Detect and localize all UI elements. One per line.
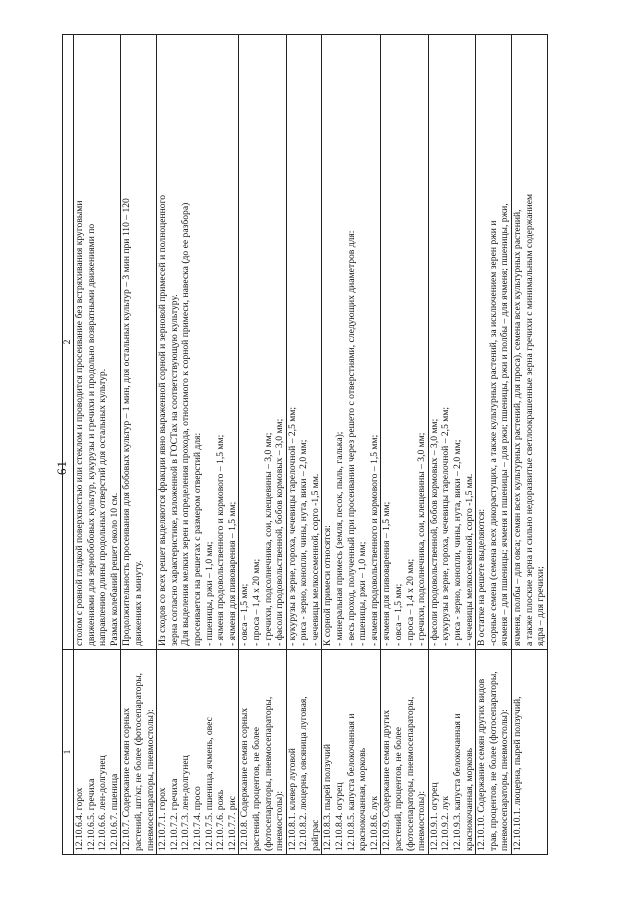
method-line: ячменя, полбы – для овса; семян всех культурных растений, для проса), семена всех культурных растений, xyxy=(511,209,523,646)
indicator-line: растений, шт/кг, не более (фотосепараторы, xyxy=(132,672,144,851)
table-row xyxy=(428,35,475,855)
method-cell xyxy=(428,35,475,650)
indicator-line: 12.10.9.2. лук xyxy=(440,795,452,851)
method-line: - минеральная примесь (земля, песок, пыль, галька); xyxy=(334,431,346,646)
method-cell xyxy=(476,35,512,650)
indicator-line: пневмосепараторы, пневмостолы): xyxy=(499,709,511,851)
indicator-line: 12.10.8.1. клевер луговой xyxy=(286,748,298,851)
method-line: - риса - зерно, конопли, чины, нута, вики – 2,0 мм; xyxy=(452,439,463,646)
method-line: направлению длины продольных отверстий для остальных культур. xyxy=(97,368,109,646)
indicator-line: 12.10.7.7. рис xyxy=(226,796,238,851)
method-line: - проса – 1,4 x 20 мм; xyxy=(250,558,262,646)
indicator-line: пневмосепараторы, пневмостолы): xyxy=(144,709,156,851)
method-line: - проса – 1,4 x 20 мм; xyxy=(404,558,416,646)
table-row xyxy=(511,35,547,855)
table-row xyxy=(157,35,239,855)
method-line: - кукурузы в зерне, гороха, чечевицы тарелочной – 2,5 мм; xyxy=(440,406,452,646)
method-line: движениях в минуту. xyxy=(132,560,144,646)
page-number: 61 xyxy=(54,460,69,475)
indicator-line: краснокочанная, морковь xyxy=(463,748,475,851)
method-line: - риса - зерно, конопли, чины, нута, вики – 2,0 мм; xyxy=(298,439,310,646)
table-row xyxy=(381,35,428,855)
table-row xyxy=(286,35,322,855)
indicator-line: 12.10.9.3. капуста белокочанная и xyxy=(452,713,463,851)
indicator-line: 12.10.8.3. пырей ползучий xyxy=(322,743,334,851)
indicator-line: 12.10.10.1. люцерна, пырей ползучий, xyxy=(511,696,523,851)
column-header-2: 2 xyxy=(63,35,74,650)
method-line: а также плоские зерна и сильно недоразвитые светлоокрашенные зерна гречихи с минимальным содержанием xyxy=(523,193,535,646)
indicator-line: пневмостолы): xyxy=(274,790,286,851)
indicator-cell xyxy=(428,650,475,855)
method-line: ячменя – для пшеницы; ячменя и пшеницы – для ржи; пшеницы, ржи и полбы – для ячменя; пшеницы, ржи, xyxy=(499,203,511,646)
indicator-line: краснокочанная, морковь xyxy=(357,748,369,851)
indicator-line: 12.10.8.6. лук xyxy=(368,795,380,851)
column-header-1: 1 xyxy=(63,650,74,855)
method-line: - гречихи, подсолнечника, сои, клещевины – 3,0 мм; xyxy=(262,432,274,646)
indicator-cell xyxy=(157,650,239,855)
method-line: Продолжительность просеивания для бобовых культур – 1 мин, для остальных культур – 3 мин при 110 – 120 xyxy=(121,198,133,646)
indicator-line: 12.10.7.6. рожь xyxy=(215,789,227,851)
indicator-line: райграс xyxy=(309,819,321,851)
indicator-line: 12.10.8.5. капуста белокочанная и xyxy=(345,713,357,851)
table-row xyxy=(74,35,121,855)
method-line: Для выделения мелких зерен и определения прохода, относимого к сорной примеси, навеска (до ее разбора) xyxy=(180,202,192,646)
indicator-cell xyxy=(74,650,121,855)
method-line: - фасоли продовольственной, бобов кормовых – 3,0 мм; xyxy=(428,418,440,646)
table-row xyxy=(476,35,512,855)
method-cell xyxy=(322,35,381,650)
table-row xyxy=(322,35,381,855)
table-row xyxy=(121,35,157,855)
indicator-line: 12.10.9.1. огурец xyxy=(428,782,440,851)
indicator-line: пневмостолы): xyxy=(416,790,428,851)
indicator-line: трав, процентов, не более (фотосепараторы, xyxy=(487,671,499,851)
method-cell xyxy=(239,35,286,650)
indicator-line: 12.10.8.4. огурец xyxy=(334,782,346,851)
method-cell xyxy=(511,35,547,650)
indicator-line: 12.10.7.1. горох xyxy=(157,787,169,851)
indicator-line: 12.10.7. Содержание семян сорных xyxy=(121,707,133,851)
method-line: - фасоли продовольственной, бобов кормовых – 3,0 мм; xyxy=(274,418,286,646)
indicator-line: 12.10.7.3. лен-долгунец xyxy=(180,755,192,851)
method-line: Из сходов со всех решет выделяются фракции явно выраженной сорной и зерновой примесей и полноценного xyxy=(157,194,169,646)
method-line: - ячменя для пивоварения – 1,5 мм; xyxy=(381,501,393,646)
indicator-line: 12.10.7.4. просо xyxy=(191,786,203,851)
indicator-line: (фотосепараторы, пневмосепараторы, xyxy=(262,696,274,851)
indicator-cell xyxy=(286,650,322,855)
table-body xyxy=(74,35,548,855)
indicator-line: 12.10.9. Содержание семян других xyxy=(381,709,393,851)
table-row xyxy=(239,35,286,855)
method-line: Размах колебаний решет около 10 см. xyxy=(108,492,120,646)
method-line: - пшеницы, ржи – 1,0 мм; xyxy=(357,541,369,646)
method-line: - овса – 1,5 мм; xyxy=(239,583,251,646)
indicator-cell xyxy=(511,650,547,855)
method-line: В остатке на решете выделяются: xyxy=(476,508,488,646)
indicator-line: 12.10.7.5. пшеница, ячмень, овес xyxy=(203,717,215,851)
method-line: зерна согласно характеристике, изложенной в ГОСТах на соответствующую культуру. xyxy=(168,294,180,646)
table-header-row xyxy=(63,35,74,855)
method-line: К сорной примеси относятся: xyxy=(322,525,334,646)
indicator-line: (фотосепараторы, пневмосепараторы, xyxy=(404,696,416,851)
indicator-line: 12.10.8.2. люцерна, овсяница луговая, xyxy=(298,696,310,851)
method-line: - кукурузы в зерне, гороха, чечевицы тарелочной – 2,5 мм; xyxy=(286,406,298,646)
requirements-table xyxy=(62,34,548,855)
method-line: ядра – для гречихи; xyxy=(535,566,547,646)
indicator-cell xyxy=(121,650,157,855)
indicator-cell xyxy=(322,650,381,855)
method-cell xyxy=(381,35,428,650)
method-cell xyxy=(157,35,239,650)
indicator-line: 12.10.6.6. лен-долгунец xyxy=(97,755,109,851)
method-line: движениями для зернобобовых культур, кукурузы и гречихи и продольно возвратными движениями по xyxy=(85,223,97,646)
method-line: - весь проход, полученный при просеивании через решето с отверстиями, следующих диаметров для: xyxy=(345,230,357,646)
indicator-line: 12.10.6.5. гречиха xyxy=(85,778,97,851)
method-line: - ячменя для пивоварения – 1,5 мм; xyxy=(226,501,238,646)
indicator-line: 12.10.8. Содержание семян сорных xyxy=(239,707,251,851)
method-line: - гречихи, подсолнечника, сои, клещевины – 3,0 мм; xyxy=(416,432,428,646)
indicator-line: 12.10.10. Содержание семян других видов xyxy=(476,678,488,851)
method-cell xyxy=(74,35,121,650)
method-cell xyxy=(121,35,157,650)
indicator-cell xyxy=(476,650,512,855)
method-line: - чечевицы мелкосеменной, сорго -1,5 мм. xyxy=(309,473,321,646)
indicator-cell xyxy=(239,650,286,855)
indicator-line: 12.10.6.4. горох xyxy=(74,787,85,851)
method-line: - ячменя продовольственного и кормового – 1,5 мм; xyxy=(215,434,227,646)
method-line: - ячменя продовольственного и кормового – 1,5 мм; xyxy=(368,434,380,646)
method-line: просеивается на решетах с размером отверстий для: xyxy=(191,432,203,646)
method-cell xyxy=(286,35,322,650)
method-line: - чечевицы мелкосеменной, сорго -1,5 мм. xyxy=(463,473,475,646)
method-line: -сорные семена (семена всех дикорастущих, а также культурных растений, за исключением зерен ржи и xyxy=(487,220,499,646)
method-line: - пшеницы, ржи – 1,0 мм; xyxy=(203,541,215,646)
indicator-line: растений, процентов, не более xyxy=(250,726,262,851)
method-line: - овса – 1,5 мм; xyxy=(393,583,405,646)
indicator-cell xyxy=(381,650,428,855)
indicator-line: 12.10.7.2. гречиха xyxy=(168,778,180,851)
method-line: столом с ровной гладкой поверхностью или стеклом и проводится просеивание без встряхивания круговыми xyxy=(74,200,85,646)
indicator-line: растений, процентов, не более xyxy=(393,726,405,851)
indicator-line: 12.10.6.7. пшеница xyxy=(108,773,120,851)
